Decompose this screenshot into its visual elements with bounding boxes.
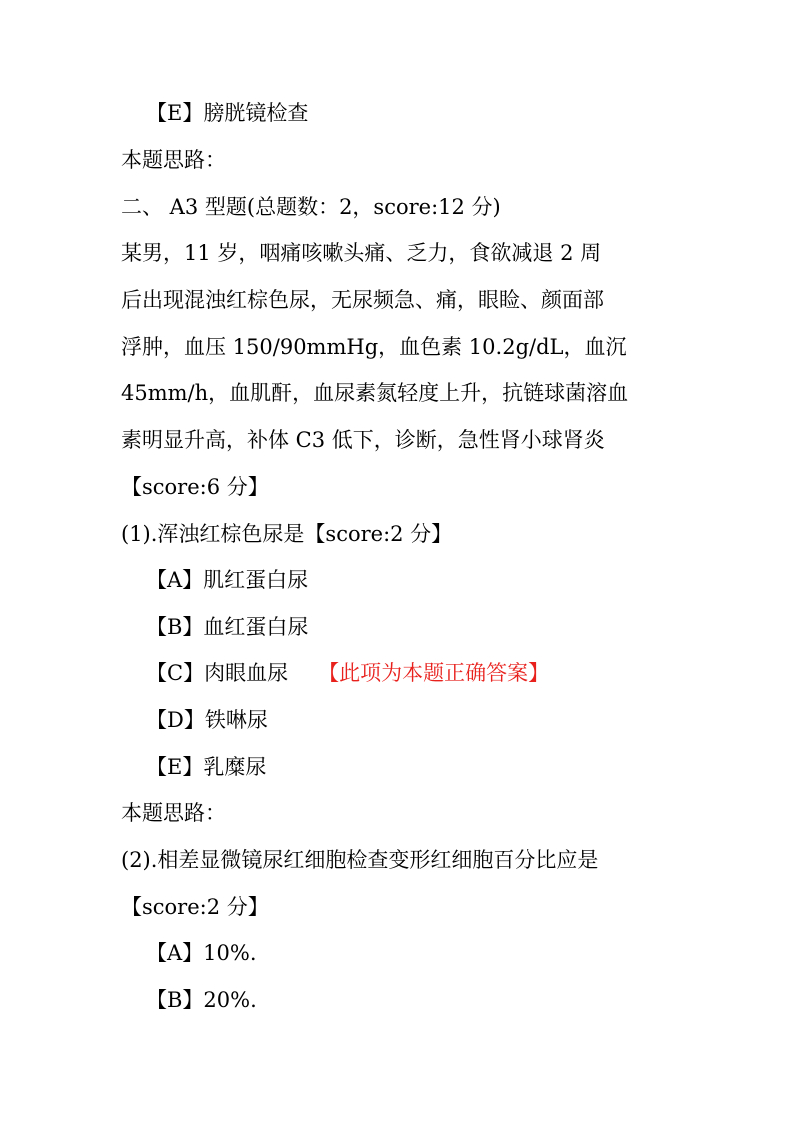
case-stem-line-3: 浮肿，血压 150/90mmHg，血色素 10.2g/dL，血沉 (121, 335, 627, 359)
explanation-label: 本题思路： (121, 801, 226, 825)
case-score: 【score:6 分】 (121, 475, 269, 499)
option-e-previous: 【E】膀胱镜检查 (146, 101, 309, 125)
question-1-option-b: 【B】血红蛋白尿 (146, 615, 309, 639)
question-2-option-b: 【B】20%. (146, 988, 257, 1012)
section-heading: 二、 A3 型题(总题数：2，score:12 分) (121, 195, 501, 219)
question-2: (2).相差显微镜尿红细胞检查变形红细胞百分比应是 (121, 848, 599, 872)
case-stem-line-4: 45mm/h，血肌酐，血尿素氮轻度上升，抗链球菌溶血 (121, 381, 629, 405)
question-1-option-c (146, 658, 549, 688)
question-2-option-a: 【A】10%. (146, 941, 257, 965)
option-c-text: 【C】肉眼血尿 (146, 661, 289, 685)
case-stem-line-5: 素明显升高，补体 C3 低下，诊断，急性肾小球肾炎 (121, 428, 605, 452)
case-stem-line-1: 某男，11 岁，咽痛咳嗽头痛、乏力，食欲减退 2 周 (121, 241, 602, 265)
case-stem-line-2: 后出现混浊红棕色尿，无尿频急、痛，眼睑、颜面部 (121, 288, 604, 312)
question-1-option-d: 【D】铁啉尿 (146, 708, 268, 732)
correct-answer-marker: 【此项为本题正确答案】 (318, 661, 550, 685)
question-1-option-a: 【A】肌红蛋白尿 (146, 568, 309, 592)
question-2-score: 【score:2 分】 (121, 895, 269, 919)
question-1-option-e: 【E】乳糜尿 (146, 755, 267, 779)
question-1: (1).浑浊红棕色尿是【score:2 分】 (121, 522, 453, 546)
explanation-label: 本题思路： (121, 148, 226, 172)
